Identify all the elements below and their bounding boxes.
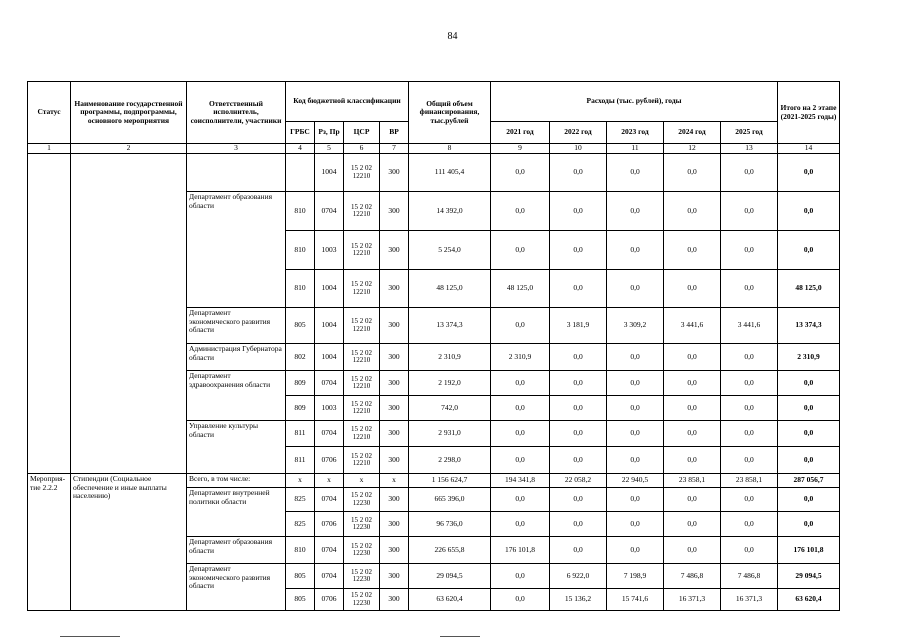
column-index: 5 bbox=[315, 144, 344, 154]
total-cell: 1 156 624,7 bbox=[409, 474, 491, 488]
status-cell-empty bbox=[28, 154, 71, 474]
csr-cell: x bbox=[344, 474, 380, 488]
grbs-cell: 805 bbox=[286, 589, 315, 611]
y2023-cell: 0,0 bbox=[607, 537, 664, 564]
executor-cell: Департамент экономического развития области bbox=[187, 308, 286, 344]
csr-cell: 15 2 02 12230 bbox=[344, 564, 380, 589]
y2021-cell: 176 101,8 bbox=[491, 537, 550, 564]
stage-total-cell: 13 374,3 bbox=[778, 308, 840, 344]
y2025-cell: 0,0 bbox=[721, 537, 778, 564]
y2025-cell: 0,0 bbox=[721, 344, 778, 371]
header-2021: 2021 год bbox=[491, 122, 550, 144]
rzpr-cell: 0706 bbox=[315, 447, 344, 474]
y2025-cell: 0,0 bbox=[721, 421, 778, 447]
column-index: 4 bbox=[286, 144, 315, 154]
stage-total-cell: 0,0 bbox=[778, 512, 840, 537]
header-2023: 2023 год bbox=[607, 122, 664, 144]
y2024-cell: 0,0 bbox=[664, 154, 721, 192]
y2021-cell: 48 125,0 bbox=[491, 270, 550, 308]
rzpr-cell: 1003 bbox=[315, 231, 344, 270]
csr-cell: 15 2 02 12210 bbox=[344, 192, 380, 231]
table-row bbox=[28, 154, 840, 192]
rzpr-cell: x bbox=[315, 474, 344, 488]
y2021-cell: 0,0 bbox=[491, 512, 550, 537]
rzpr-cell: 0704 bbox=[315, 488, 344, 512]
executor-cell-empty bbox=[187, 154, 286, 192]
grbs-cell: 810 bbox=[286, 270, 315, 308]
column-index: 11 bbox=[607, 144, 664, 154]
y2023-cell: 0,0 bbox=[607, 488, 664, 512]
footer-rule bbox=[60, 636, 120, 637]
column-index: 1 bbox=[28, 144, 71, 154]
y2024-cell: 7 486,8 bbox=[664, 564, 721, 589]
y2025-cell: 23 858,1 bbox=[721, 474, 778, 488]
y2022-cell: 0,0 bbox=[550, 421, 607, 447]
vr-cell: 300 bbox=[380, 231, 409, 270]
rzpr-cell: 0706 bbox=[315, 589, 344, 611]
grbs-cell: 809 bbox=[286, 396, 315, 421]
y2021-cell: 2 310,9 bbox=[491, 344, 550, 371]
y2022-cell: 22 058,2 bbox=[550, 474, 607, 488]
total-cell: 5 254,0 bbox=[409, 231, 491, 270]
column-index: 9 bbox=[491, 144, 550, 154]
executor-cell: Департамент внутренней политики области bbox=[187, 488, 286, 537]
header-status: Статус bbox=[28, 82, 71, 144]
y2024-cell: 0,0 bbox=[664, 231, 721, 270]
grbs-cell: 810 bbox=[286, 192, 315, 231]
column-index-row bbox=[28, 144, 840, 154]
y2023-cell: 0,0 bbox=[607, 512, 664, 537]
csr-cell: 15 2 02 12210 bbox=[344, 447, 380, 474]
y2025-cell: 0,0 bbox=[721, 371, 778, 396]
y2021-cell: 0,0 bbox=[491, 564, 550, 589]
stage-total-cell: 0,0 bbox=[778, 447, 840, 474]
y2021-cell: 0,0 bbox=[491, 371, 550, 396]
stage-total-cell: 0,0 bbox=[778, 371, 840, 396]
grbs-cell: 825 bbox=[286, 512, 315, 537]
vr-cell: 300 bbox=[380, 564, 409, 589]
grbs-cell: 811 bbox=[286, 447, 315, 474]
header-vr: ВР bbox=[380, 122, 409, 144]
stage-total-cell: 287 056,7 bbox=[778, 474, 840, 488]
y2021-cell: 0,0 bbox=[491, 231, 550, 270]
y2025-cell: 3 441,6 bbox=[721, 308, 778, 344]
page-number: 84 bbox=[447, 31, 458, 42]
stage-total-cell: 0,0 bbox=[778, 421, 840, 447]
y2023-cell: 0,0 bbox=[607, 192, 664, 231]
total-cell: 742,0 bbox=[409, 396, 491, 421]
y2021-cell: 0,0 bbox=[491, 421, 550, 447]
vr-cell: 300 bbox=[380, 512, 409, 537]
csr-cell: 15 2 02 12210 bbox=[344, 371, 380, 396]
total-cell: 14 392,0 bbox=[409, 192, 491, 231]
stage-total-cell: 0,0 bbox=[778, 488, 840, 512]
vr-cell: 300 bbox=[380, 396, 409, 421]
y2021-cell: 0,0 bbox=[491, 396, 550, 421]
total-cell: 96 736,0 bbox=[409, 512, 491, 537]
y2021-cell: 0,0 bbox=[491, 589, 550, 611]
y2024-cell: 0,0 bbox=[664, 421, 721, 447]
rzpr-cell: 0704 bbox=[315, 537, 344, 564]
y2025-cell: 0,0 bbox=[721, 231, 778, 270]
vr-cell: 300 bbox=[380, 154, 409, 192]
stage-total-cell: 63 620,4 bbox=[778, 589, 840, 611]
vr-cell: x bbox=[380, 474, 409, 488]
y2022-cell: 3 181,9 bbox=[550, 308, 607, 344]
total-cell: 48 125,0 bbox=[409, 270, 491, 308]
y2023-cell: 22 940,5 bbox=[607, 474, 664, 488]
executor-cell: Управление культуры области bbox=[187, 421, 286, 474]
csr-cell: 15 2 02 12210 bbox=[344, 231, 380, 270]
stage-total-cell: 0,0 bbox=[778, 231, 840, 270]
rzpr-cell: 1004 bbox=[315, 344, 344, 371]
rzpr-cell: 1004 bbox=[315, 270, 344, 308]
event-name: Стипендии (Социальное обеспечение и иные выплаты населению) bbox=[71, 474, 187, 611]
grbs-cell bbox=[286, 154, 315, 192]
header-rzpr: Рз, Пр bbox=[315, 122, 344, 144]
executor-cell: Департамент образования области bbox=[187, 537, 286, 564]
y2025-cell: 0,0 bbox=[721, 192, 778, 231]
executor-cell: Администрация Губернатора области bbox=[187, 344, 286, 371]
y2021-cell: 194 341,8 bbox=[491, 474, 550, 488]
header-2024: 2024 год bbox=[664, 122, 721, 144]
y2023-cell: 0,0 bbox=[607, 270, 664, 308]
grbs-cell: 805 bbox=[286, 564, 315, 589]
rzpr-cell: 1004 bbox=[315, 308, 344, 344]
y2025-cell: 0,0 bbox=[721, 488, 778, 512]
y2024-cell: 0,0 bbox=[664, 447, 721, 474]
total-cell: 111 405,4 bbox=[409, 154, 491, 192]
csr-cell: 15 2 02 12210 bbox=[344, 344, 380, 371]
y2022-cell: 15 136,2 bbox=[550, 589, 607, 611]
rzpr-cell: 0706 bbox=[315, 512, 344, 537]
y2022-cell: 0,0 bbox=[550, 154, 607, 192]
rzpr-cell: 1004 bbox=[315, 154, 344, 192]
stage-total-cell: 176 101,8 bbox=[778, 537, 840, 564]
header-budget-code: Код бюджетной классификации bbox=[286, 82, 409, 122]
total-cell: 2 931,0 bbox=[409, 421, 491, 447]
budget-table bbox=[27, 81, 840, 611]
rzpr-cell: 0704 bbox=[315, 421, 344, 447]
rzpr-cell: 1003 bbox=[315, 396, 344, 421]
y2023-cell: 3 309,2 bbox=[607, 308, 664, 344]
stage-total-cell: 2 310,9 bbox=[778, 344, 840, 371]
column-index: 12 bbox=[664, 144, 721, 154]
vr-cell: 300 bbox=[380, 447, 409, 474]
vr-cell: 300 bbox=[380, 270, 409, 308]
csr-cell: 15 2 02 12210 bbox=[344, 308, 380, 344]
grbs-cell: 805 bbox=[286, 308, 315, 344]
column-index: 14 bbox=[778, 144, 840, 154]
y2022-cell: 0,0 bbox=[550, 192, 607, 231]
vr-cell: 300 bbox=[380, 344, 409, 371]
executor-cell: Всего, в том числе: bbox=[187, 474, 286, 488]
total-cell: 29 094,5 bbox=[409, 564, 491, 589]
table-row bbox=[28, 474, 840, 488]
grbs-cell: 810 bbox=[286, 231, 315, 270]
y2022-cell: 0,0 bbox=[550, 231, 607, 270]
vr-cell: 300 bbox=[380, 192, 409, 231]
total-cell: 665 396,0 bbox=[409, 488, 491, 512]
header-total-funding: Общий объем финансирования, тыс.рублей bbox=[409, 82, 491, 144]
y2024-cell: 0,0 bbox=[664, 512, 721, 537]
y2022-cell: 0,0 bbox=[550, 344, 607, 371]
name-cell-empty bbox=[71, 154, 187, 474]
y2024-cell: 3 441,6 bbox=[664, 308, 721, 344]
y2024-cell: 0,0 bbox=[664, 537, 721, 564]
column-index: 10 bbox=[550, 144, 607, 154]
vr-cell: 300 bbox=[380, 488, 409, 512]
y2022-cell: 6 922,0 bbox=[550, 564, 607, 589]
stage-total-cell: 0,0 bbox=[778, 192, 840, 231]
total-cell: 2 192,0 bbox=[409, 371, 491, 396]
y2024-cell: 0,0 bbox=[664, 192, 721, 231]
executor-cell: Департамент экономического развития области bbox=[187, 564, 286, 611]
y2024-cell: 16 371,3 bbox=[664, 589, 721, 611]
header-stage-total: Итого на 2 этапе (2021-2025 годы) bbox=[778, 82, 840, 144]
y2024-cell: 0,0 bbox=[664, 371, 721, 396]
y2025-cell: 0,0 bbox=[721, 447, 778, 474]
y2022-cell: 0,0 bbox=[550, 488, 607, 512]
y2024-cell: 0,0 bbox=[664, 344, 721, 371]
y2022-cell: 0,0 bbox=[550, 447, 607, 474]
rzpr-cell: 0704 bbox=[315, 192, 344, 231]
column-index: 6 bbox=[344, 144, 380, 154]
header-2022: 2022 год bbox=[550, 122, 607, 144]
column-index: 7 bbox=[380, 144, 409, 154]
total-cell: 2 310,9 bbox=[409, 344, 491, 371]
y2021-cell: 0,0 bbox=[491, 308, 550, 344]
footer-rule bbox=[440, 636, 480, 637]
y2025-cell: 7 486,8 bbox=[721, 564, 778, 589]
total-cell: 226 655,8 bbox=[409, 537, 491, 564]
grbs-cell: 809 bbox=[286, 371, 315, 396]
header-executor: Ответственный исполнитель, соисполнители, участники bbox=[187, 82, 286, 144]
y2023-cell: 15 741,6 bbox=[607, 589, 664, 611]
header-expenses: Расходы (тыс. рублей), годы bbox=[491, 82, 778, 122]
vr-cell: 300 bbox=[380, 371, 409, 396]
y2023-cell: 0,0 bbox=[607, 231, 664, 270]
y2025-cell: 16 371,3 bbox=[721, 589, 778, 611]
vr-cell: 300 bbox=[380, 537, 409, 564]
y2025-cell: 0,0 bbox=[721, 512, 778, 537]
column-index: 13 bbox=[721, 144, 778, 154]
y2021-cell: 0,0 bbox=[491, 192, 550, 231]
y2023-cell: 0,0 bbox=[607, 421, 664, 447]
csr-cell: 15 2 02 12230 bbox=[344, 589, 380, 611]
y2024-cell: 0,0 bbox=[664, 396, 721, 421]
y2024-cell: 0,0 bbox=[664, 488, 721, 512]
header-grbs: ГРБС bbox=[286, 122, 315, 144]
grbs-cell: 811 bbox=[286, 421, 315, 447]
y2021-cell: 0,0 bbox=[491, 488, 550, 512]
y2022-cell: 0,0 bbox=[550, 396, 607, 421]
y2023-cell: 0,0 bbox=[607, 154, 664, 192]
y2023-cell: 0,0 bbox=[607, 344, 664, 371]
event-status: Мероприя-тие 2.2.2 bbox=[28, 474, 71, 611]
rzpr-cell: 0704 bbox=[315, 371, 344, 396]
csr-cell: 15 2 02 12210 bbox=[344, 421, 380, 447]
y2023-cell: 0,0 bbox=[607, 447, 664, 474]
header-name: Наименование государственной программы, подпрограммы, основного мероприятия bbox=[71, 82, 187, 144]
y2023-cell: 0,0 bbox=[607, 371, 664, 396]
total-cell: 13 374,3 bbox=[409, 308, 491, 344]
vr-cell: 300 bbox=[380, 421, 409, 447]
y2023-cell: 7 198,9 bbox=[607, 564, 664, 589]
csr-cell: 15 2 02 12230 bbox=[344, 488, 380, 512]
grbs-cell: 825 bbox=[286, 488, 315, 512]
y2022-cell: 0,0 bbox=[550, 270, 607, 308]
executor-cell: Департамент образования области bbox=[187, 192, 286, 308]
rzpr-cell: 0704 bbox=[315, 564, 344, 589]
y2022-cell: 0,0 bbox=[550, 512, 607, 537]
column-index: 3 bbox=[187, 144, 286, 154]
y2025-cell: 0,0 bbox=[721, 270, 778, 308]
stage-total-cell: 29 094,5 bbox=[778, 564, 840, 589]
vr-cell: 300 bbox=[380, 308, 409, 344]
csr-cell: 15 2 02 12210 bbox=[344, 270, 380, 308]
csr-cell: 15 2 02 12230 bbox=[344, 537, 380, 564]
header-2025: 2025 год bbox=[721, 122, 778, 144]
column-index: 8 bbox=[409, 144, 491, 154]
csr-cell: 15 2 02 12230 bbox=[344, 512, 380, 537]
y2022-cell: 0,0 bbox=[550, 371, 607, 396]
executor-cell: Департамент здравоохранения области bbox=[187, 371, 286, 421]
stage-total-cell: 0,0 bbox=[778, 154, 840, 192]
stage-total-cell: 48 125,0 bbox=[778, 270, 840, 308]
csr-cell: 15 2 02 12210 bbox=[344, 396, 380, 421]
y2025-cell: 0,0 bbox=[721, 396, 778, 421]
y2021-cell: 0,0 bbox=[491, 154, 550, 192]
grbs-cell: 802 bbox=[286, 344, 315, 371]
y2024-cell: 0,0 bbox=[664, 270, 721, 308]
grbs-cell: x bbox=[286, 474, 315, 488]
y2022-cell: 0,0 bbox=[550, 537, 607, 564]
grbs-cell: 810 bbox=[286, 537, 315, 564]
stage-total-cell: 0,0 bbox=[778, 396, 840, 421]
header-csr: ЦСР bbox=[344, 122, 380, 144]
column-index: 2 bbox=[71, 144, 187, 154]
total-cell: 2 298,0 bbox=[409, 447, 491, 474]
csr-cell: 15 2 02 12210 bbox=[344, 154, 380, 192]
y2025-cell: 0,0 bbox=[721, 154, 778, 192]
y2023-cell: 0,0 bbox=[607, 396, 664, 421]
y2021-cell: 0,0 bbox=[491, 447, 550, 474]
vr-cell: 300 bbox=[380, 589, 409, 611]
y2024-cell: 23 858,1 bbox=[664, 474, 721, 488]
total-cell: 63 620,4 bbox=[409, 589, 491, 611]
